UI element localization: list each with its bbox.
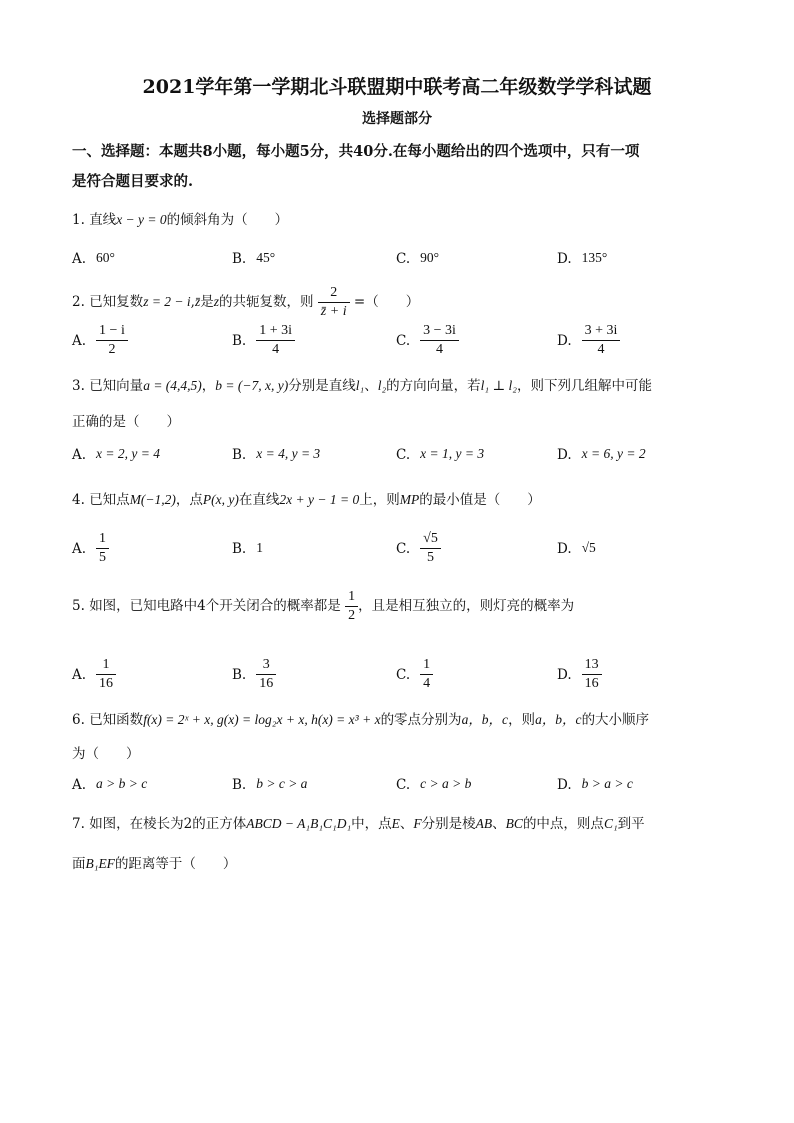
question-7	[72, 812, 645, 832]
math-expression: E	[391, 816, 400, 831]
math-expression: a，b，c	[461, 712, 509, 727]
question-text: 的方向向量，若	[386, 378, 481, 394]
punctuation: 、	[492, 816, 506, 832]
option-c: C. x = 1, y = 3	[396, 446, 485, 463]
option-b: B. 1	[232, 540, 263, 557]
question-text: 如图，在棱长为2的正方体	[89, 816, 247, 832]
question-6	[72, 708, 649, 728]
option-d: D. $\frac{3 + 3i}{4}$	[557, 322, 620, 359]
math-expression: AB	[475, 816, 493, 831]
question-text: 在直线	[238, 492, 280, 508]
math-expression: 2x + y − 1 = 0	[279, 492, 360, 507]
math-expression: P(x, y)	[202, 492, 239, 507]
question-text: 分别是直线	[288, 378, 356, 394]
math-expression: l₁	[355, 378, 365, 393]
question-7-line2	[72, 852, 236, 872]
option-c: C. c > a > b	[396, 776, 472, 793]
punctuation: ,	[190, 294, 195, 310]
option-b: B. x = 4, y = 3	[232, 446, 321, 463]
punctuation: ，	[201, 378, 216, 394]
question-1	[72, 208, 288, 228]
math-expression: z = 2 − i	[143, 294, 191, 309]
option-c: C. $\frac{1}{4}$	[396, 656, 433, 693]
question-2	[72, 284, 419, 321]
question-text: 已知向量	[89, 378, 144, 394]
question-text: 的中点，则点	[522, 816, 604, 832]
option-a: A. $\frac{1 - i}{2}$	[72, 322, 128, 359]
section-heading-line1: 一、选择题：本题共8小题，每小题5分，共40分.在每小题给出的四个选项中，只有一项	[72, 143, 640, 160]
section-heading-line2: 是符合题目要求的.	[72, 173, 194, 190]
question-text: 中，点	[351, 816, 392, 832]
option-d: D. √5	[557, 540, 596, 557]
question-text: 面	[72, 856, 86, 872]
question-text: 的零点分别为	[380, 712, 462, 728]
exam-title: 2021学年第一学期北斗联盟期中联考高二年级数学学科试题	[142, 76, 652, 98]
punctuation: 、	[364, 378, 378, 394]
question-text: 的大小顺序	[581, 712, 650, 728]
math-expression: ABCD − A₁B₁C₁D₁	[246, 816, 352, 831]
question-text: 已知函数	[89, 712, 144, 728]
math-expression: b = (−7, x, y)	[215, 378, 289, 393]
option-b: B. 45°	[232, 250, 276, 267]
question-number: 2.	[72, 294, 85, 310]
math-expression: M(−1,2)	[129, 492, 176, 507]
math-expression: B₁EF	[85, 856, 115, 871]
option-b: B. $\frac{3}{16}$	[232, 656, 276, 693]
question-text: 到平	[617, 816, 645, 832]
question-number: 3.	[72, 378, 85, 394]
question-text: ，则	[508, 712, 536, 728]
math-expression: z	[213, 294, 219, 309]
math-expression: BC	[505, 816, 523, 831]
option-d: D. 135°	[557, 250, 608, 267]
option-a: A. 60°	[72, 250, 115, 267]
question-text: 是	[200, 294, 214, 310]
option-b: B. $\frac{1 + 3i}{4}$	[232, 322, 295, 359]
question-text: ，则下列几组解中可能	[517, 378, 652, 394]
question-number: 1.	[72, 212, 85, 228]
option-b: B. b > c > a	[232, 776, 308, 793]
question-text: 上，则	[359, 492, 400, 508]
math-expression: C₁	[603, 816, 618, 831]
option-a: A. $\frac{1}{16}$	[72, 656, 116, 693]
math-expression: a = (4,4,5)	[143, 378, 202, 393]
question-text: 的距离等于（ ）	[114, 856, 237, 872]
question-3	[72, 374, 652, 394]
option-a: A. a > b > c	[72, 776, 148, 793]
option-d: D. $\frac{13}{16}$	[557, 656, 602, 693]
question-text: =（ ）	[353, 294, 420, 310]
fraction: $\frac{2}{z̄ + i}$	[318, 284, 350, 321]
punctuation: 、	[399, 816, 414, 832]
question-text: 已知复数	[89, 294, 144, 310]
question-6-line2: 为（ ）	[72, 746, 140, 762]
question-number: 5.	[72, 598, 85, 614]
question-text: 已知点	[89, 492, 130, 508]
question-text: 直线	[89, 212, 117, 228]
question-3-line2: 正确的是（ ）	[72, 414, 180, 430]
math-expression: a，b，c	[535, 712, 582, 727]
option-a: A. $\frac{1}{5}$	[72, 530, 109, 567]
fraction: $\frac{1}{2}$	[345, 588, 358, 625]
question-text: 的最小值是（ ）	[419, 492, 541, 508]
option-c: C. 90°	[396, 250, 440, 267]
question-4	[72, 488, 541, 508]
option-a: A. x = 2, y = 4	[72, 446, 161, 463]
math-expression: z̄	[194, 294, 201, 309]
question-text: 如图，已知电路中4个开关闭合的概率都是	[89, 598, 341, 614]
math-expression: l₂	[377, 378, 387, 393]
question-number: 7.	[72, 816, 85, 832]
math-expression: x − y = 0	[116, 212, 167, 227]
option-c: C. $\frac{3 - 3i}{4}$	[396, 322, 459, 359]
question-text: 分别是棱	[421, 816, 476, 832]
section-subtitle: 选择题部分	[362, 111, 432, 127]
question-text: ，且是相互独立的，则灯亮的概率为	[358, 598, 575, 614]
math-expression: F	[413, 816, 422, 831]
punctuation: ，点	[175, 492, 203, 508]
option-c: C. $\frac{√5}{5}$	[396, 530, 441, 567]
option-d: D. x = 6, y = 2	[557, 446, 646, 463]
question-number: 6.	[72, 712, 85, 728]
option-d: D. b > a > c	[557, 776, 633, 793]
math-expression: f(x) = 2ˣ + x, g(x) = log₂x + x, h(x) = x³ + x	[143, 712, 381, 727]
question-text: 的共轭复数，则	[219, 294, 314, 310]
question-5	[72, 588, 574, 625]
question-number: 4.	[72, 492, 85, 508]
question-text: 的倾斜角为（ ）	[166, 212, 289, 228]
math-expression: MP	[399, 492, 420, 507]
math-expression: l₁ ⊥ l₂	[480, 378, 517, 393]
